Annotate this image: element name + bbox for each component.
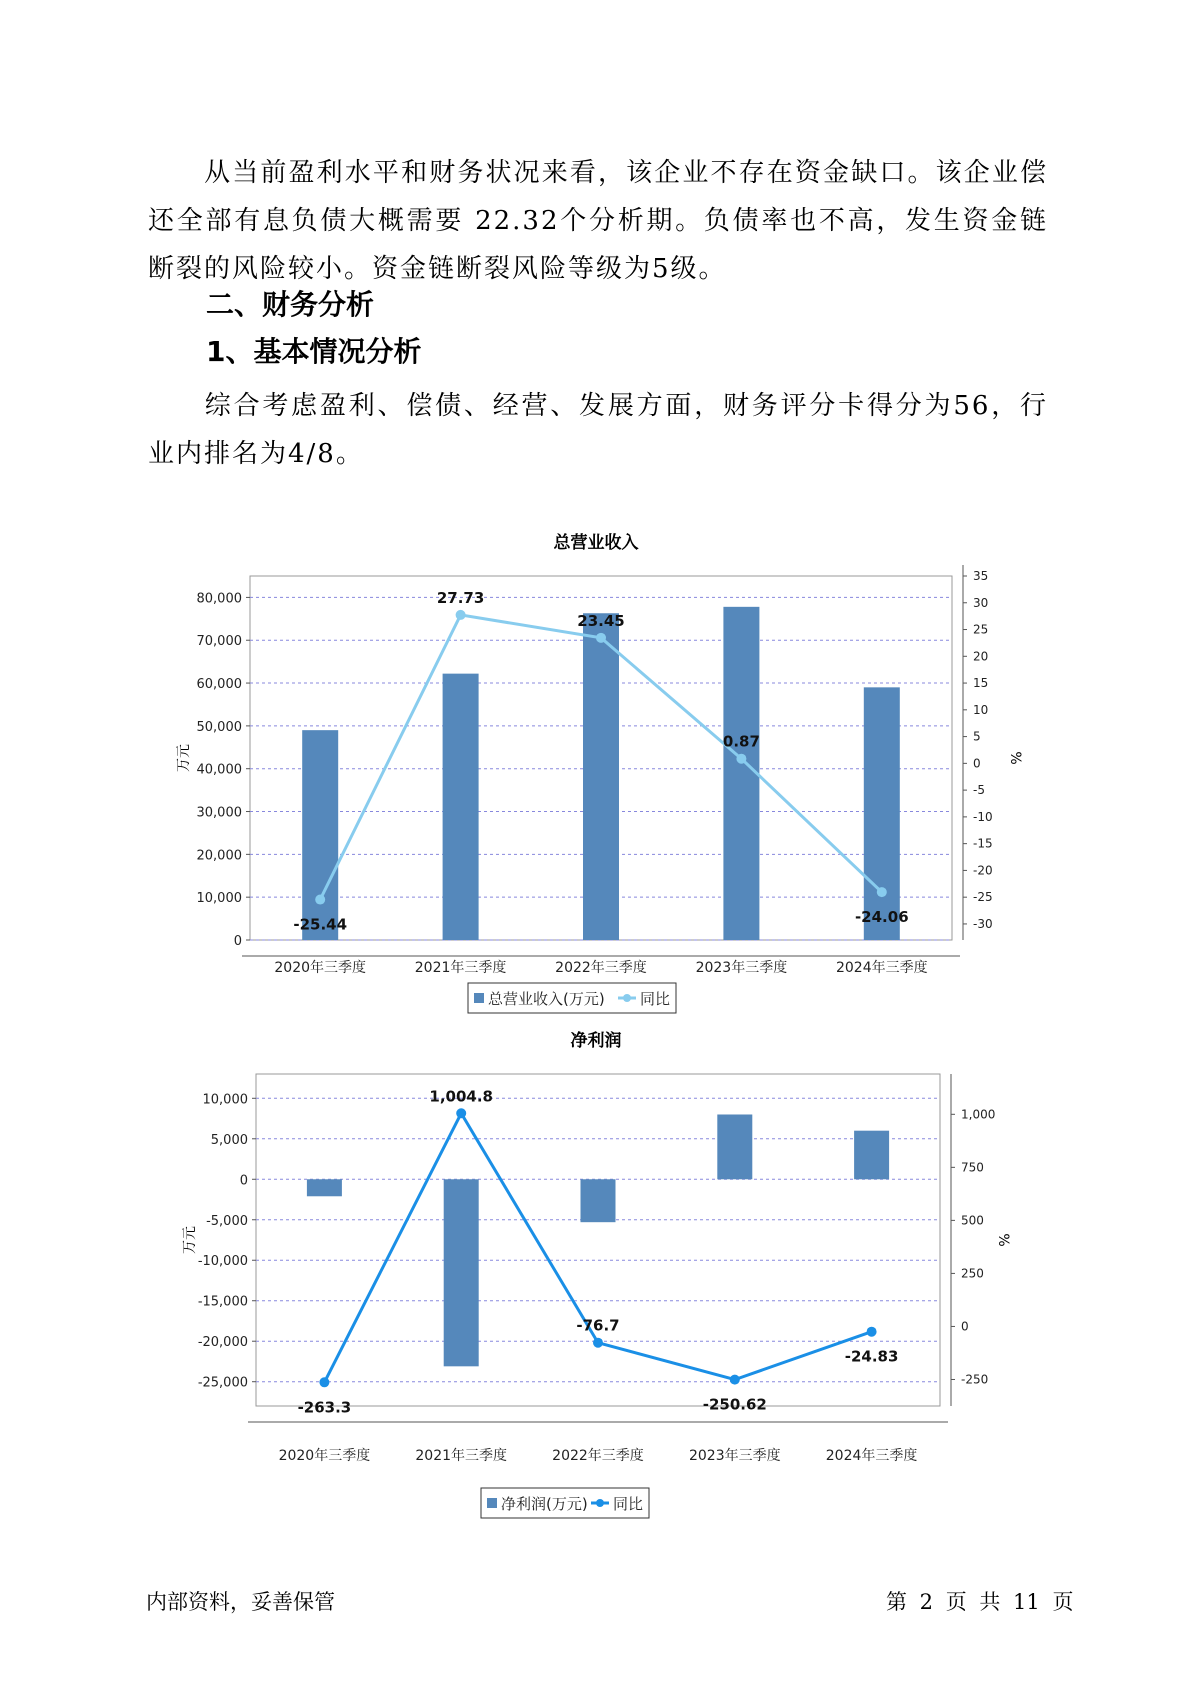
- legend-marker: [596, 1499, 604, 1507]
- y2-tick-label: 1,000: [961, 1107, 996, 1122]
- data-label: 0.87: [722, 732, 760, 751]
- paragraph-score-summary: [148, 382, 1048, 478]
- y2-tick-label: 250: [961, 1266, 984, 1281]
- chart-title: 总营业收入: [553, 533, 639, 553]
- y-tick-label: 60,000: [196, 677, 242, 693]
- data-point: [736, 754, 746, 764]
- footer-page-number: 第 2 页 共 11 页: [886, 1590, 1074, 1614]
- left-axis-ticks: [198, 1092, 256, 1390]
- y2-tick-label: -25: [973, 890, 993, 905]
- data-point: [867, 1327, 877, 1337]
- data-point: [730, 1375, 740, 1385]
- bar: [723, 607, 759, 940]
- bar: [864, 687, 900, 940]
- bar: [302, 730, 338, 940]
- y2-tick-label: 500: [961, 1213, 984, 1228]
- chart-legend: [468, 983, 676, 1013]
- x-tick-label: 2024年三季度: [835, 960, 928, 976]
- y2-tick-label: -5: [973, 783, 985, 798]
- y-tick-label: 40,000: [196, 762, 242, 778]
- data-label: -76.7: [576, 1316, 620, 1335]
- y-tick-label: 5,000: [210, 1132, 248, 1148]
- y2-tick-label: -250: [961, 1372, 989, 1387]
- y2-tick-label: 10: [973, 702, 989, 717]
- y2-tick-label: 15: [973, 676, 989, 691]
- data-point: [456, 610, 466, 620]
- chart-total-revenue: [0, 528, 1191, 1008]
- y-tick-label: -5,000: [206, 1213, 248, 1229]
- x-axis-ticks: [274, 959, 927, 976]
- subsection-heading-basic-analysis: 1、基本情况分析: [206, 335, 422, 368]
- y-tick-label: 10,000: [202, 1092, 248, 1108]
- x-tick-label: 2021年三季度: [415, 1448, 508, 1464]
- y-tick-label: -20,000: [197, 1335, 248, 1351]
- y-tick-label: 20,000: [196, 848, 242, 864]
- paragraph-risk-summary-text: 从当前盈利水平和财务状况来看，该企业不存在资金缺口。该企业偿还全部有息负债大概需要 22.32个分析期。负债率也不高，发生资金链断裂的风险较小。资金链断裂风险等级为5级。: [148, 158, 1048, 284]
- y2-tick-label: -30: [973, 916, 993, 931]
- y2-tick-label: 0: [973, 756, 981, 771]
- x-tick-label: 2020年三季度: [278, 1448, 371, 1464]
- data-point: [596, 633, 606, 643]
- y-tick-label: -15,000: [197, 1294, 248, 1310]
- y2-tick-label: -10: [973, 809, 993, 824]
- y2-tick-label: -15: [973, 836, 993, 851]
- section-heading-financial-analysis: 二、财务分析: [206, 288, 375, 321]
- x-tick-label: 2020年三季度: [274, 960, 367, 976]
- x-axis-ticks: [279, 1447, 918, 1464]
- data-label: -24.06: [854, 908, 909, 927]
- y-tick-label: -25,000: [197, 1375, 248, 1391]
- data-label: -25.44: [293, 915, 348, 934]
- y2-tick-label: 20: [973, 649, 989, 664]
- data-point: [315, 895, 325, 905]
- data-label: -250.62: [702, 1395, 767, 1414]
- data-point: [456, 1108, 466, 1118]
- x-tick-label: 2023年三季度: [695, 960, 788, 976]
- legend-label: 净利润(万元): [501, 1495, 588, 1513]
- plot-area: [256, 1074, 940, 1406]
- bar: [307, 1179, 342, 1196]
- y2-tick-label: 30: [973, 595, 989, 610]
- y-tick-label: 50,000: [196, 719, 242, 735]
- legend-label: 同比: [613, 1495, 644, 1513]
- data-label: -263.3: [297, 1398, 352, 1417]
- bar: [583, 613, 619, 940]
- legend-bar-swatch: [487, 1498, 497, 1508]
- y2-tick-label: 25: [973, 622, 989, 637]
- bar: [854, 1131, 889, 1180]
- data-label: 23.45: [577, 611, 625, 630]
- left-axis-title: 万元: [182, 1226, 198, 1254]
- paragraph-score-summary-text: 综合考虑盈利、偿债、经营、发展方面，财务评分卡得分为56，行业内排名为4/8。: [148, 391, 1048, 469]
- right-axis-title: %: [995, 1233, 1011, 1247]
- y-tick-label: 30,000: [196, 805, 242, 821]
- chart-title: 净利润: [570, 1031, 622, 1051]
- y-tick-label: 10,000: [196, 891, 242, 907]
- x-tick-label: 2022年三季度: [555, 960, 647, 976]
- y-tick-label: 0: [239, 1173, 248, 1189]
- y2-tick-label: 5: [973, 729, 981, 744]
- y2-tick-label: -20: [973, 863, 993, 878]
- data-label: -24.83: [844, 1347, 899, 1366]
- y-tick-label: 80,000: [196, 591, 242, 607]
- right-axis-ticks: [951, 1107, 995, 1386]
- y-tick-label: -10,000: [197, 1254, 248, 1270]
- data-point: [593, 1338, 603, 1348]
- bar: [717, 1114, 752, 1179]
- left-axis-title: 万元: [176, 744, 192, 772]
- data-point: [319, 1377, 329, 1387]
- chart-legend: [481, 1488, 649, 1518]
- data-point: [877, 887, 887, 897]
- x-tick-label: 2021年三季度: [414, 960, 507, 976]
- y2-tick-label: 750: [961, 1160, 984, 1175]
- y-tick-label: 70,000: [196, 634, 242, 650]
- left-axis-ticks: [197, 591, 251, 949]
- x-tick-label: 2024年三季度: [825, 1448, 918, 1464]
- legend-marker: [623, 994, 631, 1002]
- data-label: 1,004.8: [429, 1087, 493, 1106]
- right-axis-title: %: [1007, 751, 1023, 765]
- chart-net-profit: [0, 1026, 1191, 1513]
- legend-label: 同比: [640, 990, 671, 1008]
- bar: [444, 1179, 479, 1366]
- x-tick-label: 2023年三季度: [688, 1448, 781, 1464]
- y2-tick-label: 35: [973, 569, 989, 583]
- footer-confidential-note: 内部资料，妥善保管: [146, 1590, 335, 1614]
- y-tick-label: 0: [233, 934, 242, 949]
- right-axis-ticks: [963, 569, 993, 931]
- data-label: 27.73: [436, 588, 485, 607]
- legend-bar-swatch: [474, 993, 484, 1003]
- bar: [443, 674, 479, 940]
- legend-label: 总营业收入(万元): [488, 990, 605, 1008]
- paragraph-risk-summary: [148, 149, 1048, 293]
- y2-tick-label: 0: [961, 1319, 969, 1334]
- bar: [581, 1179, 616, 1222]
- x-tick-label: 2022年三季度: [552, 1448, 644, 1464]
